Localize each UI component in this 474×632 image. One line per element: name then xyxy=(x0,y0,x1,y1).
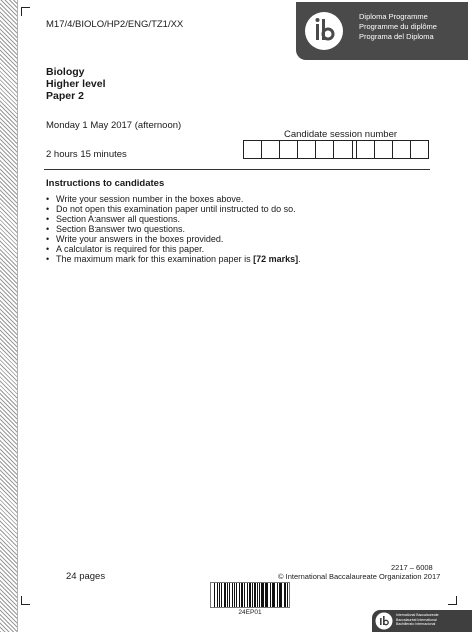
page-count: 24 pages xyxy=(66,571,106,582)
org-line-1: International Baccalaureate xyxy=(396,613,439,617)
barcode-bar xyxy=(232,583,233,607)
session-digit-box[interactable] xyxy=(393,141,411,158)
barcode-bar xyxy=(284,583,286,607)
org-line-2: Baccalauréat International xyxy=(396,617,437,622)
barcode-bar xyxy=(219,583,220,607)
crop-mark-bottom-left xyxy=(21,596,30,605)
instruction-item xyxy=(46,234,301,244)
section-a-text: answer all questions. xyxy=(96,214,181,224)
barcode-bar xyxy=(236,583,238,607)
barcode-bar xyxy=(241,583,243,607)
barcode-bar xyxy=(217,583,219,607)
session-digit-box[interactable] xyxy=(411,141,428,158)
instruction-item xyxy=(46,204,301,214)
instruction-item xyxy=(46,224,301,234)
barcode-bar xyxy=(257,583,258,607)
instructions-title: Instructions to candidates xyxy=(46,178,165,189)
section-a-label: Section A: xyxy=(56,214,97,224)
subject-block xyxy=(46,66,106,102)
instructions-list xyxy=(46,194,301,264)
session-digit-box[interactable] xyxy=(357,141,375,158)
subject-level: Higher level xyxy=(46,78,106,90)
instruction-text: Write your answers in the boxes provided. xyxy=(56,234,224,244)
instruction-item xyxy=(46,214,301,224)
subject-name: Biology xyxy=(46,66,85,78)
barcode-bar xyxy=(287,583,288,607)
session-number-label: Candidate session number xyxy=(284,129,398,140)
barcode-bar xyxy=(266,583,268,607)
session-number-boxes[interactable] xyxy=(243,140,429,159)
document-number: 2217 – 6008 xyxy=(391,563,433,572)
barcode-bar xyxy=(247,583,248,607)
ib-logo-icon xyxy=(302,11,350,51)
barcode-bar xyxy=(244,583,245,607)
crop-mark-top-left xyxy=(21,7,30,16)
section-b-label: Section B: xyxy=(56,224,98,234)
paper-number: Paper 2 xyxy=(46,90,84,102)
logo-line-1: Diploma Programme xyxy=(359,12,428,21)
barcode-bar xyxy=(249,583,251,607)
barcode-bar xyxy=(227,583,228,607)
barcode xyxy=(210,582,290,618)
exam-duration: 2 hours 15 minutes xyxy=(46,149,127,160)
barcode-code: 24EP01 xyxy=(238,609,262,616)
barcode-bar xyxy=(259,583,260,607)
barcode-bar xyxy=(234,583,235,607)
barcode-bar xyxy=(272,583,273,607)
ib-logo-small-icon xyxy=(375,612,393,630)
instruction-end: . xyxy=(298,254,301,264)
barcode-bar xyxy=(280,583,282,607)
instruction-text: Write your session number in the boxes above. xyxy=(56,194,244,204)
instruction-item xyxy=(46,194,301,204)
section-b-text: answer two questions. xyxy=(96,224,186,234)
instruction-item xyxy=(46,244,301,254)
session-digit-box[interactable] xyxy=(334,141,352,158)
paper-code: M17/4/BIOLO/HP2/ENG/TZ1/XX xyxy=(46,19,184,30)
exam-date: Monday 1 May 2017 (afternoon) xyxy=(46,120,182,131)
barcode-bar xyxy=(270,583,271,607)
instruction-text: The maximum mark for this examination paper is xyxy=(56,254,254,264)
session-digit-box[interactable] xyxy=(244,141,262,158)
copyright-notice: © International Baccalaureate Organization 2017 xyxy=(278,572,441,581)
crop-mark-bottom-right xyxy=(448,596,457,605)
barcode-bar xyxy=(273,583,275,607)
margin-hatch-strip xyxy=(0,0,18,632)
barcode-bar xyxy=(221,583,222,607)
barcode-bar xyxy=(279,583,280,607)
session-digit-box[interactable] xyxy=(262,141,280,158)
barcode-bar xyxy=(214,583,215,607)
barcode-bar xyxy=(261,583,263,607)
divider-rule xyxy=(44,169,430,170)
ib-organization-logo xyxy=(372,610,472,632)
ib-programme-logo xyxy=(296,2,468,60)
instruction-item xyxy=(46,254,301,264)
barcode-bar xyxy=(254,583,256,607)
barcode-bar xyxy=(252,583,253,607)
max-marks: [72 marks] xyxy=(253,254,299,264)
logo-line-2: Programme du diplôme xyxy=(359,22,437,31)
barcode-bar xyxy=(239,583,240,607)
session-digit-box[interactable] xyxy=(375,141,393,158)
session-digit-box[interactable] xyxy=(280,141,298,158)
instruction-text: Do not open this examination paper until instructed to do so. xyxy=(56,204,296,214)
session-digit-box[interactable] xyxy=(316,141,334,158)
barcode-bar xyxy=(277,583,278,607)
logo-line-3: Programa del Diploma xyxy=(359,32,434,41)
instruction-text: A calculator is required for this paper. xyxy=(56,244,205,254)
barcode-bar xyxy=(224,583,226,607)
barcode-bar xyxy=(265,583,266,607)
barcode-bars xyxy=(210,582,290,608)
org-line-3: Bachillerato Internacional xyxy=(396,622,436,626)
barcode-bar xyxy=(229,583,231,607)
session-digit-box[interactable] xyxy=(298,141,316,158)
